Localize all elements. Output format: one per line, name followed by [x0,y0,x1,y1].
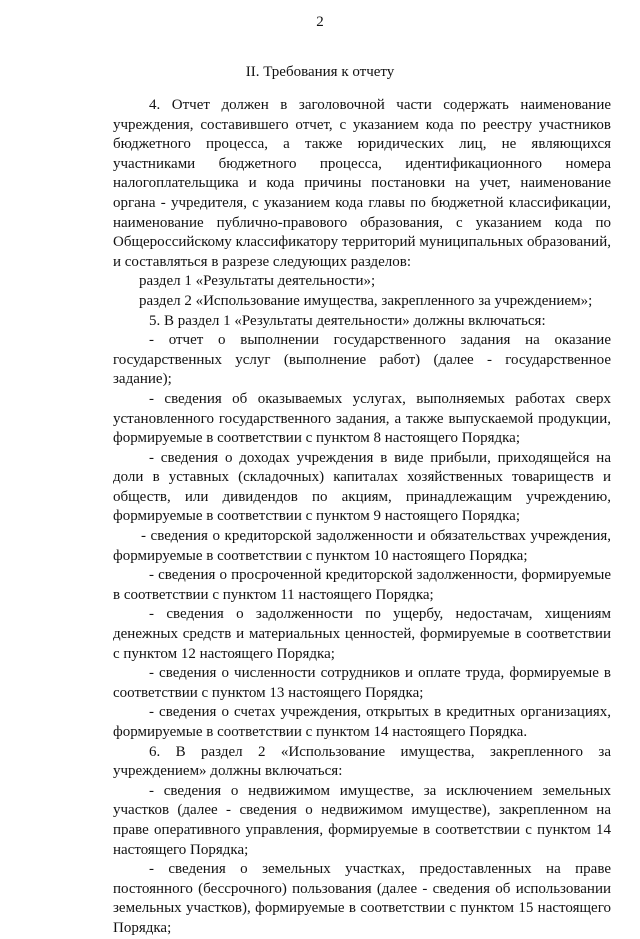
paragraph-bullet-state-task: - отчет о выполнении государственного задания на оказание государственных услуг (выполнение работ) (далее - государственное задание); [113,332,611,388]
paragraph-section-2: раздел 2 «Использование имущества, закрепленного за учреждением»; [139,292,593,309]
paragraph-bullet-land: - сведения о земельных участках, предоставленных на праве постоянного (бессрочного) пользования (далее - сведения об использовании земельных участков), формируемые в соответствии с пунктом 15 настоящего Порядка; [113,861,611,936]
paragraph-bullet-damage-debt: - сведения о задолженности по ущербу, недостачам, хищениям денежных средств и материальных ценностей, формируемые в соответствии с пунктом 12 настоящего Порядка; [113,606,611,662]
paragraph-section-1: раздел 1 «Результаты деятельности»; [139,273,376,290]
paragraph-item-6: 6. В раздел 2 «Использование имущества, закрепленного за учреждением» должны включаться: [113,743,611,780]
paragraph-bullet-income: - сведения о доходах учреждения в виде прибыли, приходящейся на доли в уставных (складочных) капиталах хозяйственных товариществ и обществ, или дивидендов по акциям, принадлежащим учреждению, формируемые в соответствии с пунктом 9 настоящего Порядка; [113,449,611,525]
section-heading: II. Требования к отчету [245,64,395,80]
paragraph-bullet-accounts: - сведения о счетах учреждения, открытых в кредитных организациях, формируемые в соответствии с пунктом 14 настоящего Порядка. [113,704,611,740]
paragraph-bullet-real-estate: - сведения о недвижимом имуществе, за исключением земельных участков (далее - сведения о недвижимом имуществе), закрепленном на праве оперативного управления, формируемые в соответствии с пунктом 14 настоящего Порядка; [113,782,611,858]
paragraph-bullet-staff: - сведения о численности сотрудников и оплате труда, формируемые в соответствии с пунктом 13 настоящего Порядка; [113,665,611,701]
paragraph-bullet-services: - сведения об оказываемых услугах, выполняемых работах сверх установленного государственного задания, а также выпускаемой продукции, формируемые в соответствии с пунктом 8 настоящего Порядка; [113,390,611,447]
paragraph-item-4: 4. Отчет должен в заголовочной части содержать наименование учреждения, составившего отчет, с указанием кода по реестру участников бюджетного процесса, а также юридических лиц, не являющихся участниками бюджетного процесса, идентификационного номера налогоплательщика и кода причины постановки на учет, наименование органа - учредителя, с указанием кода главы по бюджетной классификации, наименование публично-правового образования, с указанием кода по Общероссийскому классификатору территорий муниципальных образований, и составляться в разрезе следующих разделов: [113,97,611,270]
page-number: 2 [316,14,324,30]
paragraph-item-5: 5. В раздел 1 «Результаты деятельности» должны включаться: [149,312,546,329]
paragraph-bullet-overdue-debt: - сведения о просроченной кредиторской задолженности, формируемые в соответствии с пунктом 11 настоящего Порядка; [113,567,611,603]
document-body [113,96,611,939]
paragraph-bullet-creditor-debt: - сведения о кредиторской задолженности и обязательствах учреждения, формируемые в соответствии с пунктом 10 настоящего Порядка; [113,528,611,564]
